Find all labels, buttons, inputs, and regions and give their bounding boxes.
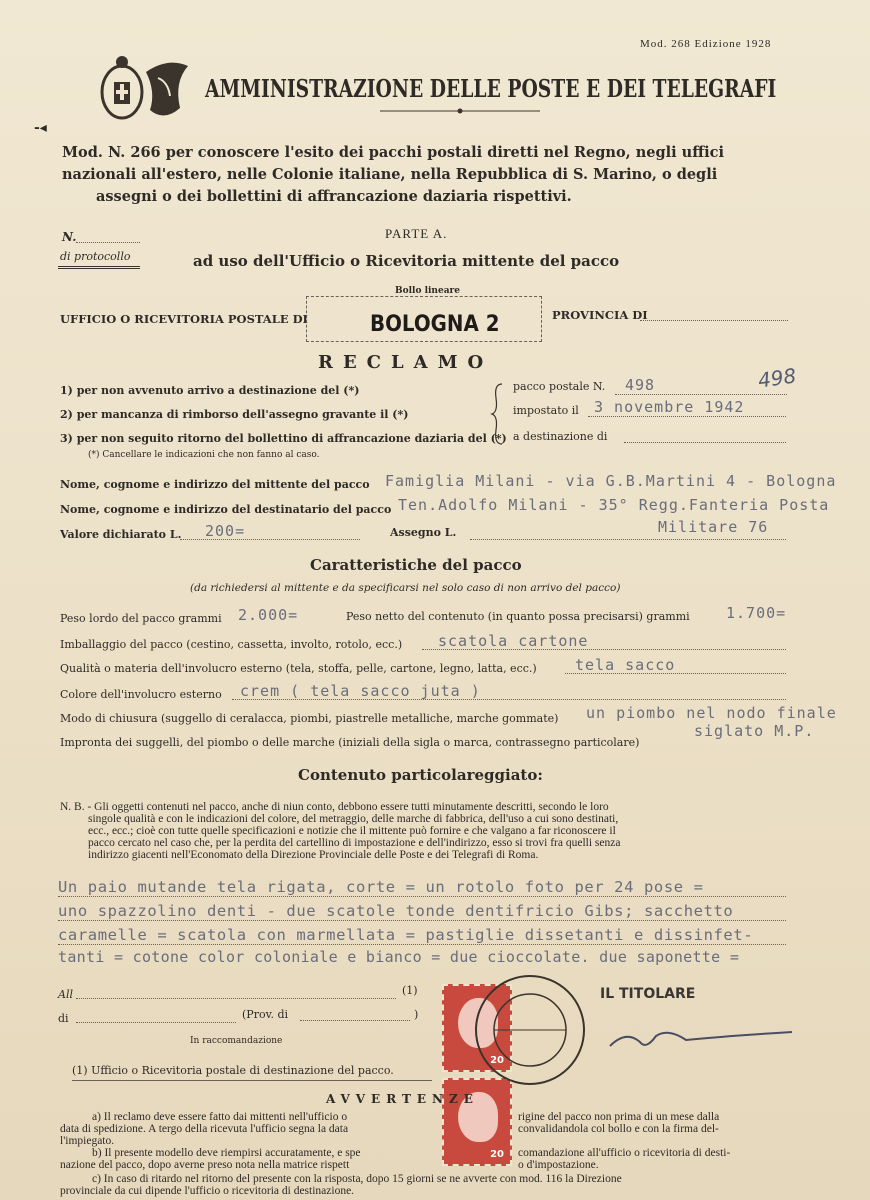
peso-netto-label: Peso netto del contenuto (in quanto possa precisarsi) grammi — [346, 610, 690, 623]
prov-close: ) — [414, 1008, 419, 1021]
ufficio-stamp: BOLOGNA 2 — [370, 312, 500, 337]
titolare-label: IL TITOLARE — [600, 986, 696, 1002]
imballaggio-value: scatola cartone — [438, 632, 589, 650]
protocollo-divider — [58, 266, 140, 269]
raccomandazione-label: In raccomandazione — [190, 1036, 283, 1046]
nb-line-3: ecc., ecc.; cioè con tutte quelle specificazioni e notizie che il mittente può fornire e che valgano a far riconoscere il — [88, 825, 616, 837]
di-label: di — [58, 1012, 69, 1025]
items-row-2[interactable] — [58, 920, 786, 921]
qualita-label: Qualità o materia dell'involucro esterno (tela, stoffa, pelle, cartone, legno, latta, ecc.) — [60, 662, 537, 675]
prov-label: (Prov. di — [242, 1008, 289, 1021]
pacco-value: 498 — [625, 376, 656, 394]
caratteristiche-subtitle: (da richiedersi al mittente e da specificarsi nel solo caso di non arrivo del pacco) — [190, 582, 621, 594]
parte-a-title: PARTE A. — [385, 226, 448, 241]
colore-value: crem ( tela sacco juta ) — [240, 682, 481, 700]
reclamo-title: RECLAMO — [318, 352, 494, 373]
prov-field[interactable] — [300, 1020, 410, 1021]
av-b1: b) Il presente modello deve riempirsi accuratamente, e spe — [92, 1147, 361, 1159]
av-a2b: convalidandola col bollo e con la firma del- — [518, 1123, 719, 1135]
items-line-3: caramelle = scatola con marmellata = pastiglie dissetanti e dissinfet- — [58, 926, 754, 944]
valore-label: Valore dichiarato L. — [60, 528, 182, 541]
nb-line-4: pacco cercato nel caso che, per la perdita del cartellino di impostazione e dell'indirizzo, esso si trovi fra quelli senza — [88, 837, 621, 849]
page-title: AMMINISTRAZIONE DELLE POSTE E DEI TELEGRAFI — [205, 74, 777, 103]
pacco-field[interactable] — [615, 394, 787, 395]
av-c2: provinciale da cui dipende l'ufficio o ricevitoria di destinazione. — [60, 1185, 355, 1197]
av-b1b: comandazione all'ufficio o ricevitoria di desti- — [518, 1147, 731, 1159]
reason-2: 2) per mancanza di rimborso dell'assegno gravante il (*) — [60, 408, 409, 421]
items-row-3[interactable] — [58, 944, 786, 945]
mittente-label: Nome, cognome e indirizzo del mittente del pacco — [60, 478, 370, 491]
di-field[interactable] — [76, 1022, 236, 1023]
impronta-value: siglato M.P. — [694, 722, 815, 740]
impostato-field[interactable] — [588, 416, 786, 417]
destinatario-value-2: Militare 76 — [658, 518, 769, 536]
impostato-label: impostato il — [513, 404, 579, 417]
peso-lordo-label: Peso lordo del pacco grammi — [60, 612, 222, 625]
destinazione-field[interactable] — [624, 442, 786, 443]
ufficio-dest-note: (1) Ufficio o Ricevitoria postale di destinazione del pacco. — [72, 1064, 394, 1077]
chiusura-value: un piombo nel nodo finale — [586, 704, 837, 722]
chiusura-label: Modo di chiusura (suggello di ceralacca, piombi, piastrelle metalliche, marche gommate) — [60, 712, 559, 725]
items-line-1: Un paio mutande tela rigata, corte = un rotolo foto per 24 pose = — [58, 878, 704, 896]
nb-line-5: indirizzo giacenti nell'Economato della Direzione Provinciale delle Poste e dei Telegrafi di Roma. — [88, 849, 539, 861]
mod-edition: Mod. 268 Edizione 1928 — [640, 38, 772, 50]
parte-a-subtitle: ad uso dell'Ufficio o Ricevitoria mittente del pacco — [193, 252, 620, 270]
caratteristiche-title: Caratteristiche del pacco — [310, 556, 522, 574]
valore-field[interactable] — [180, 539, 360, 540]
imballaggio-field[interactable] — [422, 649, 786, 650]
avvertenze-title: AVVERTENZE — [326, 1092, 479, 1106]
items-line-2: uno spazzolino denti - due scatole tonde dentifricio Gibs; sacchetto — [58, 902, 734, 920]
imballaggio-label: Imballaggio del pacco (cestino, cassetta, involto, rotolo, ecc.) — [60, 638, 403, 651]
intro-line-1: Mod. N. 266 per conoscere l'esito dei pacchi postali diretti nel Regno, negli uffici — [62, 144, 724, 161]
av-b2: nazione del pacco, dopo averne preso nota nella matrice rispett — [60, 1159, 350, 1171]
protocollo-label: di protocollo — [60, 250, 131, 263]
colore-label: Colore dell'involucro esterno — [60, 688, 222, 701]
brace-icon — [490, 382, 504, 446]
destinatario-value: Ten.Adolfo Milani - 35° Regg.Fanteria Posta — [398, 496, 830, 514]
all-label: All — [58, 988, 73, 1001]
intro-line-3: assegni o dei bollettini di affrancazione daziaria rispettivi. — [96, 188, 572, 205]
av-a1: a) Il reclamo deve essere fatto dai mittenti nell'ufficio o — [92, 1111, 348, 1123]
colore-field[interactable] — [232, 699, 786, 700]
n-field[interactable] — [76, 242, 140, 243]
nb-line-2: singole qualità e con le indicazioni del colore, del metraggio, delle marche di fabbrica, dell'uso a cui sono destinati, — [88, 813, 619, 825]
av-c1: c) In caso di ritardo nel ritorno del presente con la risposta, dopo 15 giorni se ne avverte con mod. 116 la Direzione — [92, 1173, 622, 1185]
nb-line-1: N. B. - Gli oggetti contenuti nel pacco, anche di niun conto, debbono essere tutti minutamente descritti, secondo le loro — [60, 801, 609, 813]
title-ornament — [380, 106, 540, 116]
assegno-label: Assegno L. — [390, 526, 457, 539]
reason-3: 3) per non seguito ritorno del bollettino di affrancazione daziaria del (*) — [60, 432, 507, 445]
qualita-value: tela sacco — [575, 656, 676, 674]
av-b2b: o d'impostazione. — [518, 1159, 599, 1171]
mittente-value: Famiglia Milani - via G.B.Martini 4 - Bologna — [385, 472, 837, 490]
pacco-label: pacco postale N. — [513, 380, 606, 393]
stamp-value-1: 20 — [490, 1055, 504, 1066]
valore-value: 200= — [205, 522, 246, 540]
qualita-field[interactable] — [565, 673, 786, 674]
signature-mark — [606, 1022, 796, 1058]
provincia-field[interactable] — [640, 320, 788, 321]
av-a1b: rigine del pacco non prima di un mese dalla — [518, 1111, 720, 1123]
pacco-annotation: 498 — [756, 363, 798, 393]
impostato-value: 3 novembre 1942 — [594, 398, 745, 416]
reason-1: 1) per non avvenuto arrivo a destinazione del (*) — [60, 384, 360, 397]
items-row-1[interactable] — [58, 896, 786, 897]
destinazione-label: a destinazione di — [513, 430, 608, 443]
items-line-4: tanti = cotone color coloniale e bianco = due cioccolate. due saponette = — [58, 948, 740, 966]
assegno-field[interactable] — [470, 539, 786, 540]
av-a2: data di spedizione. A tergo della ricevuta l'ufficio segna la data — [60, 1123, 349, 1135]
footer-divider — [72, 1080, 432, 1081]
intro-line-2: nazionali all'estero, nelle Colonie italiane, nella Repubblica di S. Marino, o degli — [62, 166, 718, 183]
provincia-label: PROVINCIA DI — [552, 308, 648, 322]
peso-netto-value: 1.700= — [726, 604, 787, 622]
av-a3: l'impiegato. — [60, 1135, 115, 1147]
ufficio-label: UFFICIO O RICEVITORIA POSTALE DI — [60, 312, 308, 326]
stamp-value-2: 20 — [490, 1149, 504, 1160]
postmark-icon — [460, 968, 600, 1098]
n-label: N. — [62, 230, 77, 244]
destinatario-label: Nome, cognome e indirizzo del destinatario del pacco — [60, 503, 392, 516]
ref-1: (1) — [402, 984, 418, 997]
all-field[interactable] — [76, 998, 396, 999]
contenuto-title: Contenuto particolareggiato: — [298, 766, 543, 784]
royal-emblem-icon — [98, 52, 192, 126]
reclamo-note: (*) Cancellare le indicazioni che non fanno al caso. — [88, 450, 320, 460]
bollo-label: Bollo lineare — [395, 286, 460, 296]
peso-lordo-value: 2.000= — [238, 606, 299, 624]
margin-mark: -◂ — [34, 120, 47, 136]
impronta-label: Impronta dei suggelli, del piombo o delle marche (iniziali della sigla o marca, contrassegno particolare) — [60, 736, 640, 749]
